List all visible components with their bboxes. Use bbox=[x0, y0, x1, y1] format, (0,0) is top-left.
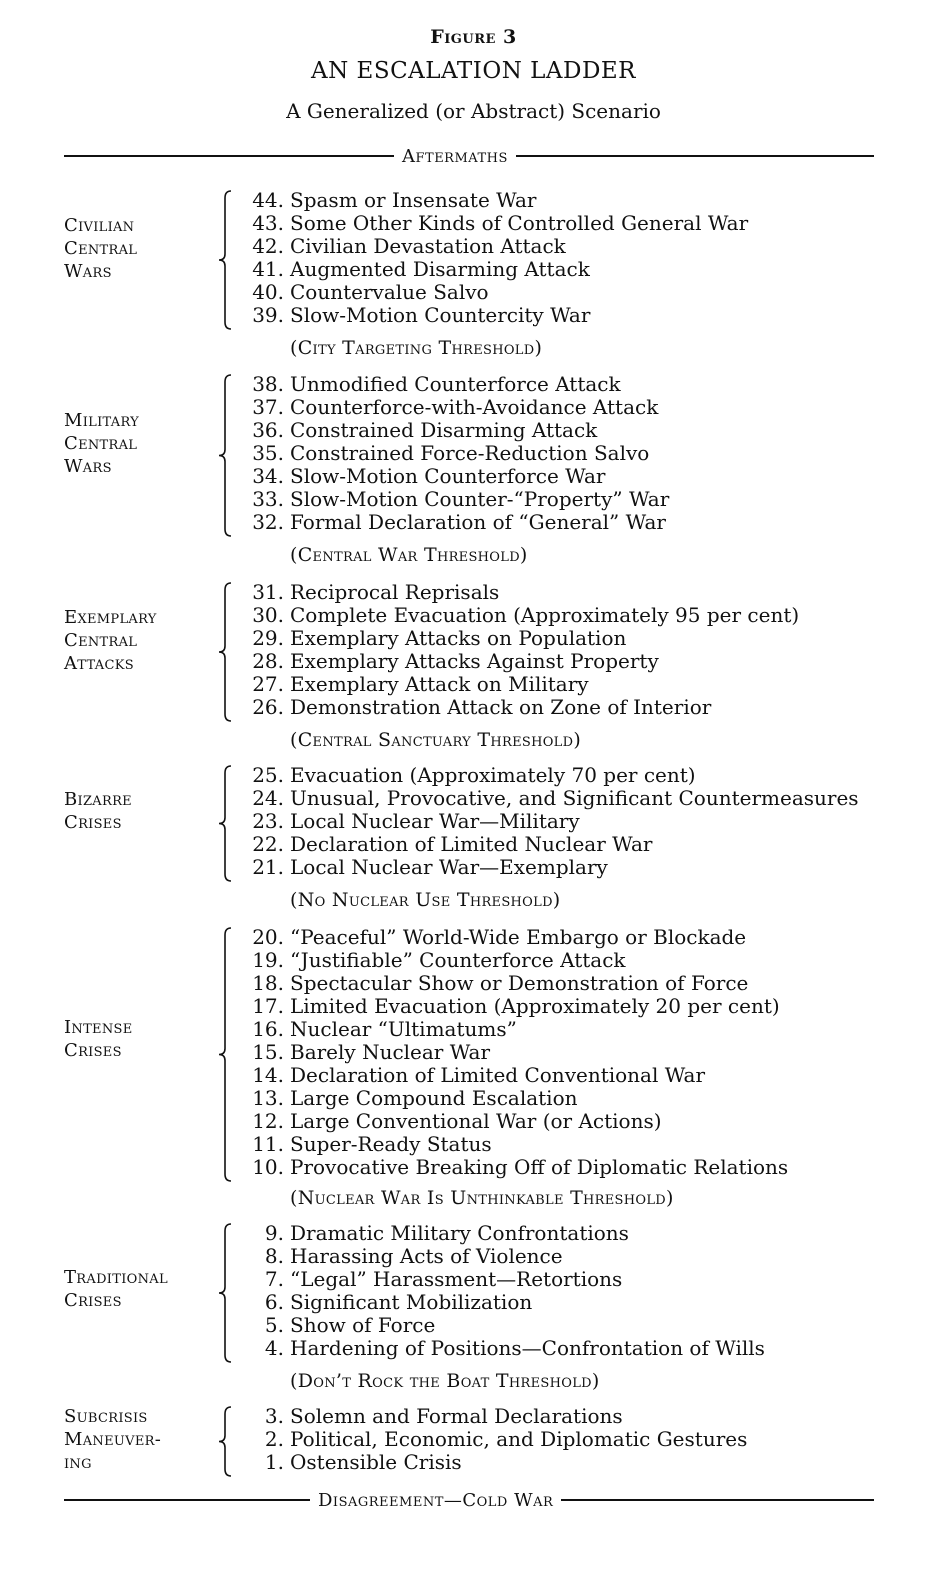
rung-number: 28. bbox=[252, 649, 284, 673]
group-label: Civilian Central Wars bbox=[64, 215, 138, 282]
rung-text: “Peaceful” World-Wide Embargo or Blockade bbox=[290, 925, 747, 949]
rung-item bbox=[232, 809, 580, 833]
rung-text: Reciprocal Reprisals bbox=[290, 580, 500, 604]
threshold-label: (No Nuclear Use Threshold) bbox=[290, 889, 561, 911]
rung-item bbox=[232, 971, 749, 995]
rung-item bbox=[232, 510, 666, 534]
rung-list bbox=[232, 1404, 748, 1474]
rung-item bbox=[232, 994, 780, 1018]
rung-number: 14. bbox=[252, 1063, 284, 1087]
rung-item bbox=[232, 649, 659, 673]
rung-text: Harassing Acts of Violence bbox=[290, 1244, 563, 1268]
rung-number: 25. bbox=[252, 763, 284, 787]
rung-number: 27. bbox=[252, 672, 284, 696]
rung-text: Slow-Motion Counter-“Property” War bbox=[290, 487, 670, 511]
rung-item bbox=[232, 487, 670, 511]
rung-text: Large Conventional War (or Actions) bbox=[290, 1109, 662, 1133]
rung-number: 30. bbox=[252, 603, 284, 627]
rung-text: Formal Declaration of “General” War bbox=[290, 510, 666, 534]
rung-item bbox=[232, 464, 606, 488]
rung-text: Countervalue Salvo bbox=[290, 280, 489, 304]
rung-number: 20. bbox=[252, 925, 284, 949]
rung-text: Unusual, Provocative, and Significant Countermeasures bbox=[290, 786, 859, 810]
group-label: Subcrisis Maneuver- ing bbox=[64, 1406, 162, 1473]
rung-text: Exemplary Attacks on Population bbox=[290, 626, 627, 650]
top-rule-line-right bbox=[516, 155, 874, 157]
rung-number: 40. bbox=[252, 280, 284, 304]
top-rule-label: Aftermaths bbox=[402, 145, 508, 167]
rung-item bbox=[232, 1404, 623, 1428]
rung-text: Civilian Devastation Attack bbox=[290, 234, 566, 258]
group-label: Military Central Wars bbox=[64, 410, 140, 477]
group-label: Bizarre Crises bbox=[64, 789, 132, 833]
rung-item bbox=[232, 626, 627, 650]
rung-item bbox=[232, 1017, 517, 1041]
rung-text: “Legal” Harassment—Retortions bbox=[290, 1267, 623, 1291]
rung-text: Ostensible Crisis bbox=[290, 1450, 462, 1474]
rung-number: 2. bbox=[264, 1427, 284, 1451]
threshold-label: (City Targeting Threshold) bbox=[290, 337, 543, 359]
top-rule bbox=[64, 142, 874, 170]
rung-number: 44. bbox=[252, 188, 284, 212]
rung-number: 21. bbox=[252, 855, 284, 879]
figure-subtitle: A Generalized (or Abstract) Scenario bbox=[286, 99, 661, 123]
rung-text: Spectacular Show or Demonstration of Force bbox=[290, 971, 749, 995]
rung-item bbox=[232, 1040, 491, 1064]
rung-number: 26. bbox=[252, 695, 284, 719]
rung-number: 5. bbox=[264, 1313, 284, 1337]
rung-number: 4. bbox=[264, 1336, 284, 1360]
rung-item bbox=[232, 855, 608, 879]
rung-number: 43. bbox=[252, 211, 284, 235]
rung-number: 1. bbox=[264, 1450, 284, 1474]
rung-text: “Justifiable” Counterforce Attack bbox=[290, 948, 626, 972]
figure-label: Figure 3 bbox=[430, 26, 517, 48]
rung-number: 18. bbox=[252, 971, 284, 995]
rung-list bbox=[232, 763, 859, 879]
rung-item bbox=[232, 1450, 462, 1474]
rung-number: 12. bbox=[252, 1109, 284, 1133]
rung-number: 23. bbox=[252, 809, 284, 833]
threshold-label: (Don’t Rock the Boat Threshold) bbox=[290, 1370, 600, 1392]
rung-item bbox=[232, 1063, 706, 1087]
bottom-rule-line-right bbox=[561, 1499, 874, 1501]
threshold-label: (Central Sanctuary Threshold) bbox=[290, 729, 582, 751]
rung-text: Solemn and Formal Declarations bbox=[290, 1404, 623, 1428]
rung-item bbox=[232, 832, 653, 856]
rung-item bbox=[232, 695, 712, 719]
rung-text: Show of Force bbox=[290, 1313, 436, 1337]
rung-item bbox=[232, 1109, 662, 1133]
rung-item bbox=[232, 1132, 492, 1156]
rung-number: 11. bbox=[252, 1132, 284, 1156]
rung-number: 34. bbox=[252, 464, 284, 488]
rung-item bbox=[232, 418, 598, 442]
rung-text: Exemplary Attack on Military bbox=[290, 672, 589, 696]
rung-item bbox=[232, 603, 800, 627]
rung-text: Local Nuclear War—Exemplary bbox=[290, 855, 608, 879]
rung-text: Limited Evacuation (Approximately 20 per cent) bbox=[290, 994, 780, 1018]
rung-item bbox=[232, 188, 537, 212]
rung-number: 42. bbox=[252, 234, 284, 258]
rung-item bbox=[232, 672, 589, 696]
top-rule-line-left bbox=[64, 155, 394, 157]
rung-item bbox=[232, 1290, 533, 1314]
rung-item bbox=[232, 211, 749, 235]
rung-text: Local Nuclear War—Military bbox=[290, 809, 580, 833]
rung-text: Declaration of Limited Conventional War bbox=[290, 1063, 706, 1087]
rung-item bbox=[232, 257, 590, 281]
rung-item bbox=[232, 1244, 563, 1268]
rung-number: 9. bbox=[264, 1221, 284, 1245]
rung-text: Slow-Motion Counterforce War bbox=[290, 464, 606, 488]
rung-item bbox=[232, 1267, 623, 1291]
rung-number: 33. bbox=[252, 487, 284, 511]
rung-item bbox=[232, 1086, 578, 1110]
rung-number: 17. bbox=[252, 994, 284, 1018]
group-label: Exemplary Central Attacks bbox=[64, 607, 157, 674]
rung-number: 10. bbox=[252, 1155, 284, 1179]
rung-text: Some Other Kinds of Controlled General War bbox=[290, 211, 749, 235]
rung-number: 13. bbox=[252, 1086, 284, 1110]
rung-list bbox=[232, 1221, 765, 1360]
rung-text: Constrained Disarming Attack bbox=[290, 418, 598, 442]
rung-text: Political, Economic, and Diplomatic Gestures bbox=[290, 1427, 748, 1451]
rung-text: Evacuation (Approximately 70 per cent) bbox=[290, 763, 696, 787]
rung-text: Nuclear “Ultimatums” bbox=[290, 1017, 517, 1041]
rung-number: 38. bbox=[252, 372, 284, 396]
rung-text: Dramatic Military Confrontations bbox=[290, 1221, 629, 1245]
group-label: Intense Crises bbox=[64, 1017, 133, 1061]
rung-list bbox=[232, 925, 789, 1179]
rung-text: Declaration of Limited Nuclear War bbox=[290, 832, 653, 856]
rung-number: 6. bbox=[264, 1290, 284, 1314]
rung-list bbox=[232, 188, 749, 327]
rung-item bbox=[232, 948, 626, 972]
rung-number: 7. bbox=[264, 1267, 284, 1291]
bottom-rule bbox=[64, 1486, 874, 1514]
rung-number: 3. bbox=[264, 1404, 284, 1428]
rung-number: 31. bbox=[252, 580, 284, 604]
rung-item bbox=[232, 303, 591, 327]
rung-text: Barely Nuclear War bbox=[290, 1040, 491, 1064]
rung-text: Exemplary Attacks Against Property bbox=[290, 649, 659, 673]
rung-item bbox=[232, 1155, 789, 1179]
rung-text: Augmented Disarming Attack bbox=[290, 257, 590, 281]
rung-number: 32. bbox=[252, 510, 284, 534]
rung-number: 41. bbox=[252, 257, 284, 281]
rung-list bbox=[232, 372, 670, 534]
rung-text: Constrained Force-Reduction Salvo bbox=[290, 441, 650, 465]
rung-number: 22. bbox=[252, 832, 284, 856]
rung-number: 39. bbox=[252, 303, 284, 327]
rung-item bbox=[232, 395, 659, 419]
rung-list bbox=[232, 580, 800, 719]
rung-item bbox=[232, 441, 650, 465]
rung-item bbox=[232, 1336, 765, 1360]
bottom-rule-line-left bbox=[64, 1499, 310, 1501]
rung-number: 29. bbox=[252, 626, 284, 650]
rung-item bbox=[232, 786, 859, 810]
figure-title: AN ESCALATION LADDER bbox=[310, 58, 636, 84]
rung-number: 19. bbox=[252, 948, 284, 972]
rung-number: 15. bbox=[252, 1040, 284, 1064]
rung-text: Unmodified Counterforce Attack bbox=[290, 372, 621, 396]
rung-text: Demonstration Attack on Zone of Interior bbox=[290, 695, 712, 719]
rung-number: 37. bbox=[252, 395, 284, 419]
rung-text: Complete Evacuation (Approximately 95 per cent) bbox=[290, 603, 800, 627]
threshold-label: (Nuclear War Is Unthinkable Threshold) bbox=[290, 1187, 674, 1209]
rung-number: 24. bbox=[252, 786, 284, 810]
rung-item bbox=[232, 1221, 629, 1245]
rung-number: 8. bbox=[264, 1244, 284, 1268]
rung-item bbox=[232, 372, 621, 396]
rung-number: 16. bbox=[252, 1017, 284, 1041]
threshold-label: (Central War Threshold) bbox=[290, 544, 528, 566]
bottom-rule-label: Disagreement—Cold War bbox=[318, 1489, 554, 1511]
rung-item bbox=[232, 580, 500, 604]
rung-number: 35. bbox=[252, 441, 284, 465]
rung-number: 36. bbox=[252, 418, 284, 442]
rung-text: Provocative Breaking Off of Diplomatic Relations bbox=[290, 1155, 789, 1179]
rung-text: Counterforce-with-Avoidance Attack bbox=[290, 395, 659, 419]
rung-text: Hardening of Positions—Confrontation of Wills bbox=[290, 1336, 765, 1360]
rung-text: Slow-Motion Countercity War bbox=[290, 303, 591, 327]
group-label: Traditional Crises bbox=[64, 1267, 168, 1311]
rung-text: Significant Mobilization bbox=[290, 1290, 533, 1314]
rung-item bbox=[232, 280, 489, 304]
rung-item bbox=[232, 1313, 436, 1337]
rung-item bbox=[232, 1427, 748, 1451]
rung-item bbox=[232, 234, 566, 258]
rung-item bbox=[232, 763, 696, 787]
rung-text: Large Compound Escalation bbox=[290, 1086, 578, 1110]
rung-item bbox=[232, 925, 747, 949]
rung-text: Super-Ready Status bbox=[290, 1132, 492, 1156]
rung-text: Spasm or Insensate War bbox=[290, 188, 537, 212]
